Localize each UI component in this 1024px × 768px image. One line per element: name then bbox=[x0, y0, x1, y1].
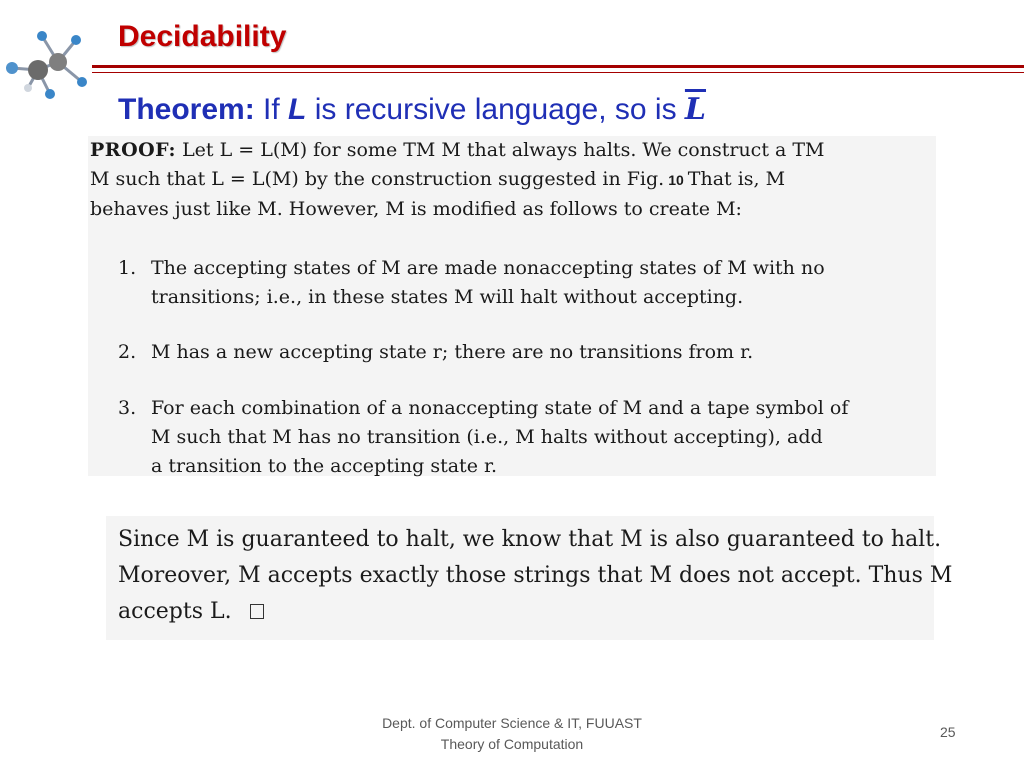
proof-lead: PROOF: bbox=[90, 139, 177, 161]
qed-box-icon bbox=[250, 604, 264, 619]
step-line: M has a new accepting state r; there are no transitions from r. bbox=[151, 341, 754, 363]
theorem-var-l: L bbox=[288, 93, 307, 126]
theorem-text-if: If bbox=[263, 93, 280, 126]
title-divider bbox=[92, 65, 1024, 73]
slide-title: Decidability bbox=[118, 20, 287, 53]
proof-excerpt bbox=[88, 136, 936, 476]
proof-intro-line3: behaves just like M. However, M is modified as follows to create M: bbox=[90, 198, 742, 220]
proof-intro-line1: Let L = L(M) for some TM M that always halts. We construct a TM bbox=[182, 139, 825, 161]
proof-line bbox=[90, 165, 930, 195]
proof-intro bbox=[90, 136, 930, 224]
theorem-text-mid: is recursive language, so is bbox=[314, 93, 677, 126]
proof-line bbox=[90, 136, 930, 165]
theorem-label: Theorem: bbox=[118, 93, 255, 126]
conclusion-line: Since M is guaranteed to halt, we know that M is also guaranteed to halt. bbox=[118, 527, 942, 552]
proof-intro-line2b: That is, M bbox=[687, 168, 786, 190]
proof-line bbox=[90, 195, 930, 224]
step-number: 2. bbox=[118, 341, 137, 363]
page-number: 25 bbox=[940, 724, 956, 740]
slide-footer bbox=[362, 713, 662, 755]
theorem-var-complement: $\overline{L}$ bbox=[684, 92, 707, 127]
conclusion-text: accepts L. bbox=[118, 599, 232, 624]
step-line: For each combination of a nonaccepting state of M and a tape symbol of bbox=[151, 397, 849, 419]
conclusion-line-last bbox=[106, 594, 934, 630]
step-line: M such that M has no transition (i.e., M halts without accepting), add bbox=[151, 426, 823, 448]
footer-department: Dept. of Computer Science & IT, FUUAST bbox=[382, 715, 642, 731]
step-line: a transition to the accepting state r. bbox=[151, 455, 498, 477]
molecule-logo-icon bbox=[0, 22, 95, 107]
step-line: transitions; i.e., in these states M will halt without accepting. bbox=[151, 286, 744, 308]
conclusion-line: Moreover, M accepts exactly those strings that M does not accept. Thus M bbox=[118, 563, 953, 588]
theorem-statement bbox=[118, 92, 706, 127]
step-number: 1. bbox=[118, 257, 137, 279]
step-number: 3. bbox=[118, 397, 137, 419]
proof-intro-line2a: M such that L = L(M) by the construction suggested in Fig. bbox=[90, 168, 665, 190]
proof-conclusion bbox=[106, 516, 953, 640]
figure-reference: 10 bbox=[668, 172, 684, 188]
step-line: The accepting states of M are made nonaccepting states of M with no bbox=[151, 257, 825, 279]
footer-course: Theory of Computation bbox=[440, 736, 584, 752]
